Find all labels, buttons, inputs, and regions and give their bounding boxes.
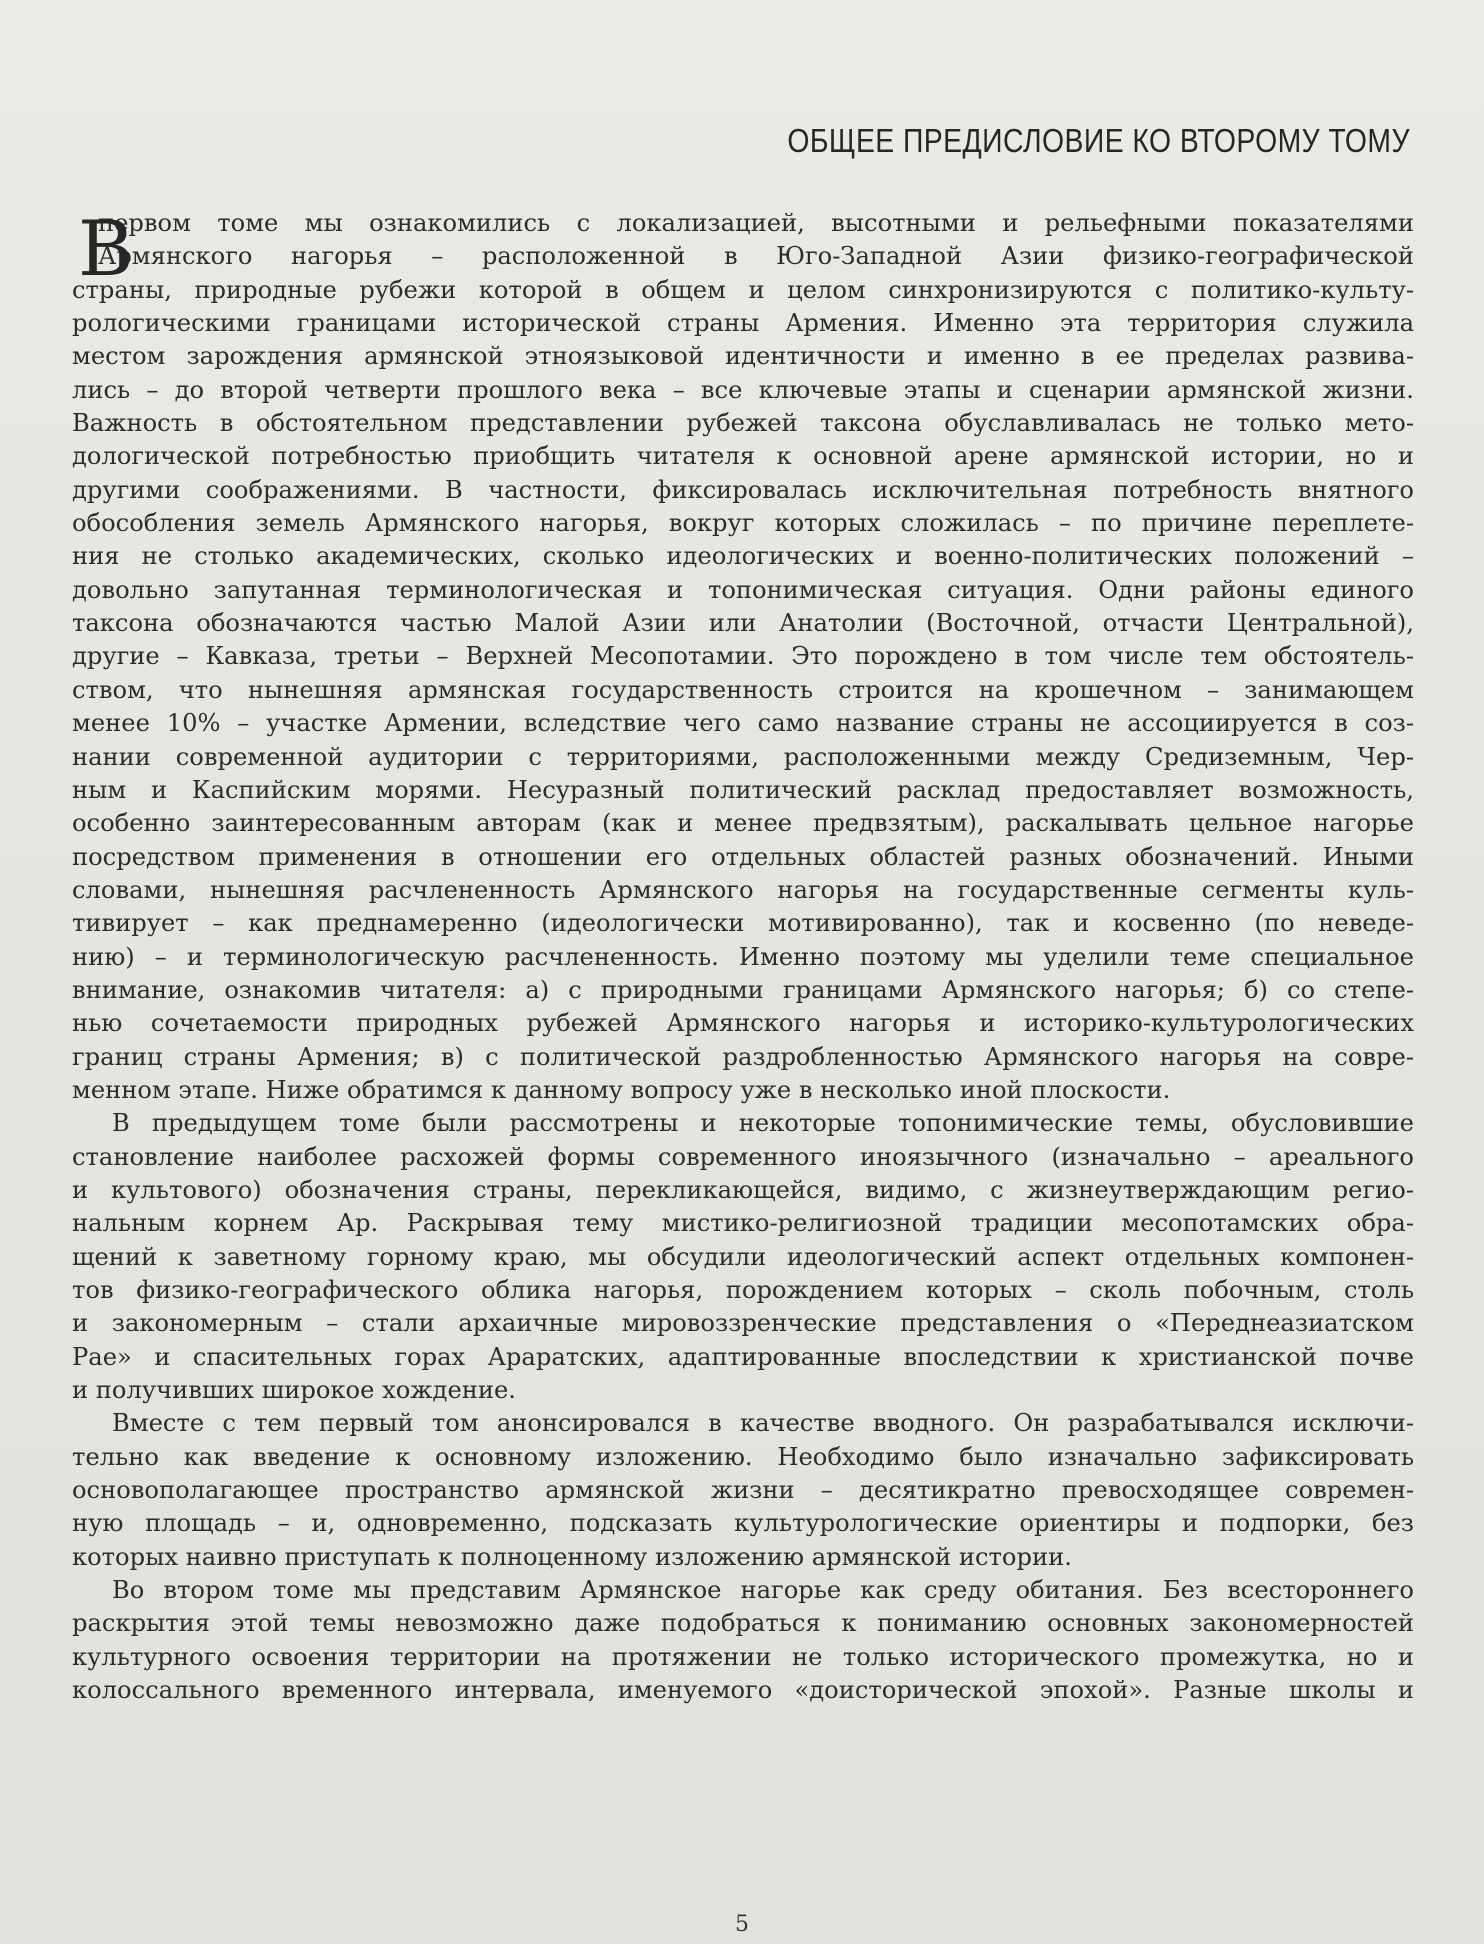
text-line: обособления земель Армянского нагорья, вокруг которых сложилась – по причине переплете- — [72, 509, 1414, 538]
text-line: и закономерным – стали архаичные мировоззренческие представления о «Переднеазиатском — [72, 1309, 1414, 1338]
text-line: Во втором томе мы представим Армянское нагорье как среду обитания. Без всестороннего — [112, 1576, 1414, 1605]
text-line: ния не столько академических, сколько идеологических и военно-политических положений – — [72, 542, 1414, 571]
text-line: особенно заинтересованным авторам (как и менее предвзятым), раскалывать цельное нагорье — [72, 809, 1414, 838]
text-line: колоссального временного интервала, именуемого «доисторической эпохой». Разные школы и — [72, 1676, 1414, 1705]
text-line: и культового) обозначения страны, перекликающейся, видимо, с жизнеутверждающим регио- — [72, 1175, 1414, 1204]
text-line: местом зарождения армянской этноязыковой идентичности и именно в ее пределах развива- — [72, 342, 1414, 371]
text-line: культурного освоения территории на протяжении не только исторического промежутка, но и — [72, 1642, 1414, 1671]
text-line: Важность в обстоятельном представлении рубежей таксона обуславливалась не только мето- — [72, 409, 1414, 438]
text-line: посредством применения в отношении его отдельных областей разных обозначений. Иными — [72, 842, 1414, 871]
text-line: лись – до второй четверти прошлого века – все ключевые этапы и сценарии армянской жизни. — [72, 375, 1414, 404]
text-line: щений к заветному горному краю, мы обсудили идеологический аспект отдельных компонен- — [72, 1242, 1414, 1271]
text-line: первом томе мы ознакомились с локализацией, высотными и рельефными показателями — [98, 209, 1414, 237]
text-line: основополагающее пространство армянской жизни – десятикратно превосходящее современ- — [72, 1476, 1414, 1505]
text-line: довольно запутанная терминологическая и топонимическая ситуация. Одни районы единого — [72, 575, 1414, 604]
drop-cap: В — [78, 204, 134, 293]
text-line: дологической потребностью приобщить читателя к основной арене армянской истории, но и — [72, 442, 1414, 471]
text-line: которых наивно приступать к полноценному изложению армянской истории. — [72, 1542, 1072, 1571]
text-line: границ страны Армения; в) с политической раздробленностью Армянского нагорья на совре- — [72, 1042, 1414, 1071]
body-text — [72, 204, 1414, 1707]
text-line: словами, нынешняя расчлененность Армянского нагорья на государственные сегменты куль- — [72, 875, 1414, 904]
text-line: В предыдущем томе были рассмотрены и некоторые топонимические темы, обусловившие — [112, 1109, 1414, 1138]
text-line: таксона обозначаются частью Малой Азии или Анатолии (Восточной, отчасти Центральной), — [72, 609, 1414, 638]
text-line: Рае» и спасительных горах Араратских, адаптированные впоследствии к христианской почве — [72, 1342, 1414, 1371]
text-line: менном этапе. Ниже обратимся к данному вопросу уже в несколько иной плоскости. — [72, 1075, 1171, 1104]
text-line: другие – Кавказа, третьи – Верхней Месопотамии. Это порождено в том числе тем обстоятель- — [72, 642, 1414, 671]
text-line: ством, что нынешняя армянская государственность строится на крошечном – занимающем — [72, 675, 1414, 704]
text-line: и получивших широкое хождение. — [72, 1376, 516, 1405]
text-line: Армянского нагорья – расположенной в Юго-Западной Азии физико-географической — [98, 242, 1414, 271]
text-line: становление наиболее расхожей формы современного иноязычного (изначально – ареального — [72, 1142, 1414, 1171]
text-line: внимание, ознакомив читателя: а) с природными границами Армянского нагорья; б) со степе- — [72, 975, 1414, 1004]
text-line: нью сочетаемости природных рубежей Армянского нагорья и историко-культурологических — [72, 1009, 1414, 1038]
text-line: тельно как введение к основному изложению. Необходимо было изначально зафиксировать — [72, 1442, 1414, 1471]
chapter-title: ОБЩЕЕ ПРЕДИСЛОВИЕ КО ВТОРОМУ ТОМУ — [787, 122, 1410, 159]
text-line: ным и Каспийским морями. Несуразный политический расклад предоставляет возможность, — [72, 775, 1414, 804]
text-line: ную площадь – и, одновременно, подсказать культурологические ориентиры и подпорки, без — [72, 1509, 1414, 1538]
text-line: нальным корнем Ар. Раскрывая тему мистико-религиозной традиции месопотамских обра- — [72, 1209, 1414, 1238]
text-line: тов физико-географического облика нагорья, порождением которых – сколь побочным, столь — [72, 1276, 1414, 1304]
text-line: нию) – и терминологическую расчлененность. Именно поэтому мы уделили теме специальное — [72, 942, 1414, 971]
page-number: 5 — [735, 1912, 749, 1937]
text-line: тивирует – как преднамеренно (идеологически мотивированно), так и косвенно (по неведе- — [72, 909, 1414, 938]
text-line: раскрытия этой темы невозможно даже подобраться к пониманию основных закономерностей — [72, 1609, 1414, 1638]
text-line: рологическими границами исторической страны Армения. Именно эта территория служила — [72, 309, 1414, 338]
text-line: другими соображениями. В частности, фиксировалась исключительная потребность внятного — [72, 475, 1414, 504]
text-line: Вместе с тем первый том анонсировался в качестве вводного. Он разрабатывался исключи- — [112, 1409, 1414, 1438]
text-line: менее 10% – участке Армении, вследствие чего само название страны не ассоциируется в соз- — [72, 709, 1414, 738]
text-line: страны, природные рубежи которой в общем и целом синхронизируются с политико-культу- — [72, 275, 1414, 304]
text-line: нании современной аудитории с территориями, расположенными между Средиземным, Чер- — [72, 742, 1414, 771]
